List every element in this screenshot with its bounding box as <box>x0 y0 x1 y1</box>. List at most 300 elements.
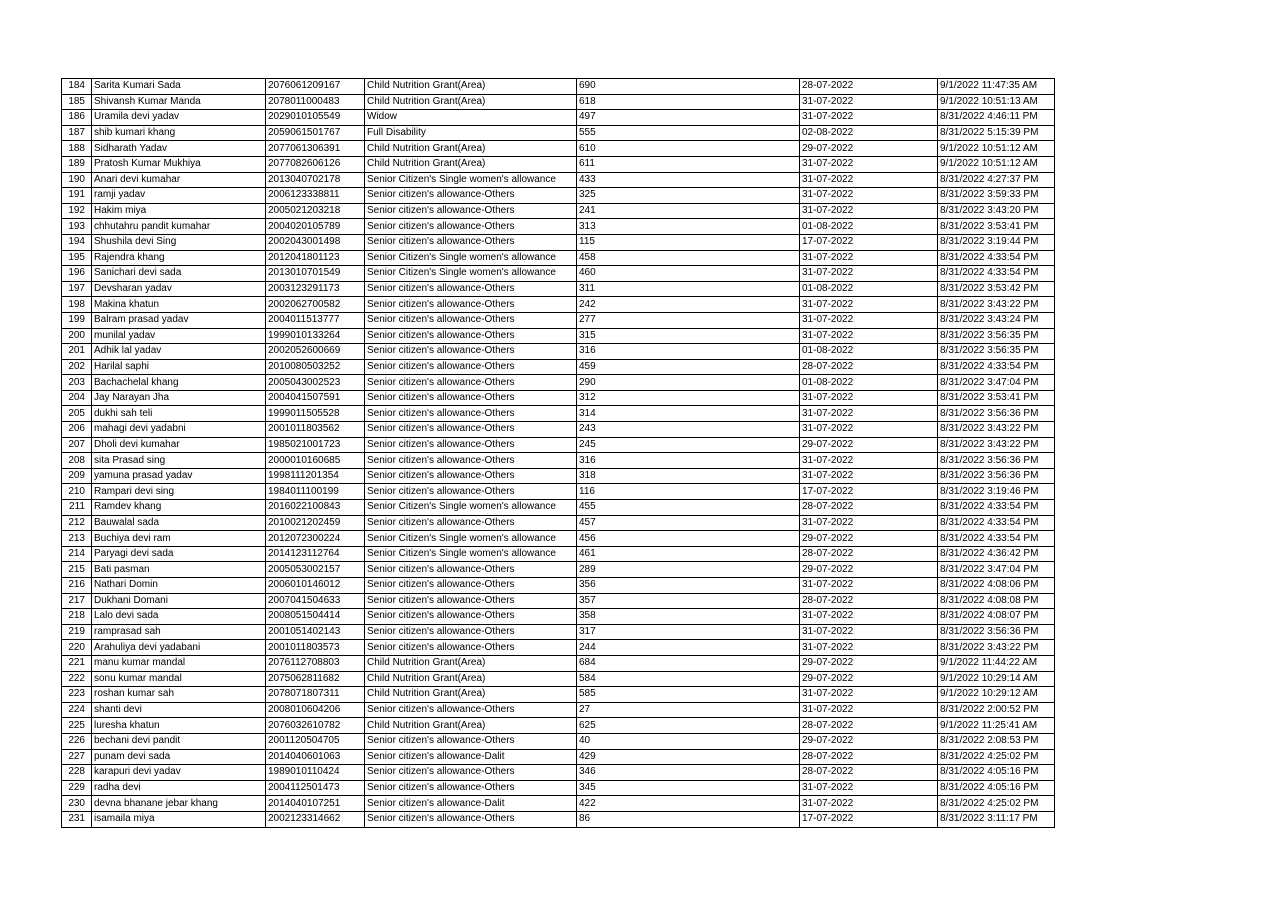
name-cell: Jay Narayan Jha <box>92 390 266 406</box>
name-cell: ramji yadav <box>92 188 266 204</box>
date-cell: 31-07-2022 <box>800 702 938 718</box>
allowance-type-cell: Senior citizen's allowance-Others <box>365 640 577 656</box>
date-cell: 02-08-2022 <box>800 125 938 141</box>
allowance-type-cell: Child Nutrition Grant(Area) <box>365 687 577 703</box>
date-cell: 31-07-2022 <box>800 515 938 531</box>
id-number-cell: 2008051504414 <box>266 609 365 625</box>
timestamp-cell: 9/1/2022 11:44:22 AM <box>938 655 1055 671</box>
allowance-type-cell: Senior citizen's allowance-Others <box>365 203 577 219</box>
timestamp-cell: 9/1/2022 10:51:13 AM <box>938 94 1055 110</box>
table-row <box>62 780 1055 796</box>
serial-number-cell: 202 <box>62 359 92 375</box>
table-row <box>62 468 1055 484</box>
id-number-cell: 2001051402143 <box>266 624 365 640</box>
name-cell: radha devi <box>92 780 266 796</box>
code-cell: 243 <box>577 422 800 438</box>
table-row <box>62 125 1055 141</box>
date-cell: 31-07-2022 <box>800 406 938 422</box>
id-number-cell: 2005021203218 <box>266 203 365 219</box>
code-cell: 313 <box>577 219 800 235</box>
table-row <box>62 578 1055 594</box>
id-number-cell: 1985021001723 <box>266 437 365 453</box>
allowance-type-cell: Senior citizen's allowance-Others <box>365 390 577 406</box>
table-row <box>62 94 1055 110</box>
id-number-cell: 1998111201354 <box>266 468 365 484</box>
serial-number-cell: 212 <box>62 515 92 531</box>
table-row <box>62 156 1055 172</box>
name-cell: Sidharath Yadav <box>92 141 266 157</box>
id-number-cell: 2010080503252 <box>266 359 365 375</box>
name-cell: shanti devi <box>92 702 266 718</box>
timestamp-cell: 8/31/2022 3:43:20 PM <box>938 203 1055 219</box>
id-number-cell: 2005053002157 <box>266 562 365 578</box>
allowance-type-cell: Child Nutrition Grant(Area) <box>365 655 577 671</box>
timestamp-cell: 8/31/2022 3:56:36 PM <box>938 624 1055 640</box>
serial-number-cell: 194 <box>62 234 92 250</box>
id-number-cell: 2004011513777 <box>266 312 365 328</box>
code-cell: 456 <box>577 531 800 547</box>
timestamp-cell: 9/1/2022 11:25:41 AM <box>938 718 1055 734</box>
name-cell: Sarita Kumari Sada <box>92 79 266 95</box>
allowance-type-cell: Senior Citizen's Single women's allowance <box>365 172 577 188</box>
id-number-cell: 2005043002523 <box>266 375 365 391</box>
id-number-cell: 2003123291173 <box>266 281 365 297</box>
table-row <box>62 297 1055 313</box>
serial-number-cell: 199 <box>62 312 92 328</box>
serial-number-cell: 224 <box>62 702 92 718</box>
name-cell: Devsharan yadav <box>92 281 266 297</box>
date-cell: 28-07-2022 <box>800 546 938 562</box>
timestamp-cell: 8/31/2022 3:56:36 PM <box>938 468 1055 484</box>
id-number-cell: 2016022100843 <box>266 500 365 516</box>
date-cell: 31-07-2022 <box>800 94 938 110</box>
allowance-type-cell: Senior citizen's allowance-Others <box>365 281 577 297</box>
table-row <box>62 484 1055 500</box>
code-cell: 244 <box>577 640 800 656</box>
name-cell: Hakim miya <box>92 203 266 219</box>
id-number-cell: 2077061306391 <box>266 141 365 157</box>
serial-number-cell: 191 <box>62 188 92 204</box>
table-row <box>62 531 1055 547</box>
id-number-cell: 2029010105549 <box>266 110 365 126</box>
serial-number-cell: 223 <box>62 687 92 703</box>
code-cell: 585 <box>577 687 800 703</box>
id-number-cell: 2002052600669 <box>266 344 365 360</box>
id-number-cell: 2013010701549 <box>266 266 365 282</box>
name-cell: devna bhanane jebar khang <box>92 796 266 812</box>
allowance-type-cell: Senior citizen's allowance-Others <box>365 297 577 313</box>
date-cell: 31-07-2022 <box>800 468 938 484</box>
date-cell: 31-07-2022 <box>800 172 938 188</box>
date-cell: 28-07-2022 <box>800 500 938 516</box>
id-number-cell: 2076032610782 <box>266 718 365 734</box>
code-cell: 460 <box>577 266 800 282</box>
table-row <box>62 500 1055 516</box>
table-row <box>62 453 1055 469</box>
serial-number-cell: 203 <box>62 375 92 391</box>
date-cell: 31-07-2022 <box>800 780 938 796</box>
table-row <box>62 203 1055 219</box>
date-cell: 31-07-2022 <box>800 110 938 126</box>
date-cell: 31-07-2022 <box>800 796 938 812</box>
name-cell: mahagi devi yadabni <box>92 422 266 438</box>
date-cell: 01-08-2022 <box>800 281 938 297</box>
table-row <box>62 546 1055 562</box>
date-cell: 31-07-2022 <box>800 687 938 703</box>
name-cell: Dukhani Domani <box>92 593 266 609</box>
allowance-type-cell: Senior citizen's allowance-Others <box>365 484 577 500</box>
table-row <box>62 733 1055 749</box>
serial-number-cell: 187 <box>62 125 92 141</box>
name-cell: Buchiya devi ram <box>92 531 266 547</box>
timestamp-cell: 8/31/2022 4:27:37 PM <box>938 172 1055 188</box>
table-row <box>62 390 1055 406</box>
table-row <box>62 234 1055 250</box>
code-cell: 312 <box>577 390 800 406</box>
timestamp-cell: 8/31/2022 3:43:24 PM <box>938 312 1055 328</box>
code-cell: 290 <box>577 375 800 391</box>
serial-number-cell: 204 <box>62 390 92 406</box>
date-cell: 31-07-2022 <box>800 640 938 656</box>
name-cell: karapuri devi yadav <box>92 765 266 781</box>
timestamp-cell: 8/31/2022 2:00:52 PM <box>938 702 1055 718</box>
timestamp-cell: 8/31/2022 4:05:16 PM <box>938 765 1055 781</box>
code-cell: 315 <box>577 328 800 344</box>
name-cell: dukhi sah teli <box>92 406 266 422</box>
allowance-type-cell: Senior citizen's allowance-Others <box>365 702 577 718</box>
timestamp-cell: 9/1/2022 10:51:12 AM <box>938 156 1055 172</box>
id-number-cell: 2006123338811 <box>266 188 365 204</box>
serial-number-cell: 197 <box>62 281 92 297</box>
code-cell: 357 <box>577 593 800 609</box>
table-row <box>62 359 1055 375</box>
name-cell: Pratosh Kumar Mukhiya <box>92 156 266 172</box>
date-cell: 29-07-2022 <box>800 531 938 547</box>
timestamp-cell: 8/31/2022 4:25:02 PM <box>938 749 1055 765</box>
serial-number-cell: 193 <box>62 219 92 235</box>
table-row <box>62 593 1055 609</box>
table-body <box>62 79 1055 828</box>
name-cell: Bati pasman <box>92 562 266 578</box>
id-number-cell: 2014123112764 <box>266 546 365 562</box>
allowance-type-cell: Senior citizen's allowance-Others <box>365 515 577 531</box>
date-cell: 31-07-2022 <box>800 328 938 344</box>
name-cell: munilal yadav <box>92 328 266 344</box>
name-cell: Sanichari devi sada <box>92 266 266 282</box>
serial-number-cell: 184 <box>62 79 92 95</box>
serial-number-cell: 186 <box>62 110 92 126</box>
table-row <box>62 811 1055 827</box>
serial-number-cell: 228 <box>62 765 92 781</box>
date-cell: 31-07-2022 <box>800 250 938 266</box>
timestamp-cell: 8/31/2022 4:46:11 PM <box>938 110 1055 126</box>
date-cell: 31-07-2022 <box>800 312 938 328</box>
id-number-cell: 2000010160685 <box>266 453 365 469</box>
code-cell: 317 <box>577 624 800 640</box>
code-cell: 611 <box>577 156 800 172</box>
timestamp-cell: 8/31/2022 3:56:35 PM <box>938 328 1055 344</box>
table-row <box>62 655 1055 671</box>
allowance-type-cell: Senior citizen's allowance-Dalit <box>365 796 577 812</box>
table-row <box>62 172 1055 188</box>
serial-number-cell: 207 <box>62 437 92 453</box>
serial-number-cell: 229 <box>62 780 92 796</box>
allowance-type-cell: Senior citizen's allowance-Others <box>365 578 577 594</box>
serial-number-cell: 210 <box>62 484 92 500</box>
allowance-type-cell: Senior citizen's allowance-Others <box>365 733 577 749</box>
serial-number-cell: 217 <box>62 593 92 609</box>
allowance-type-cell: Senior citizen's allowance-Others <box>365 406 577 422</box>
code-cell: 316 <box>577 344 800 360</box>
allowance-type-cell: Senior Citizen's Single women's allowance <box>365 546 577 562</box>
serial-number-cell: 221 <box>62 655 92 671</box>
date-cell: 01-08-2022 <box>800 375 938 391</box>
name-cell: Arahuliya devi yadabani <box>92 640 266 656</box>
date-cell: 28-07-2022 <box>800 359 938 375</box>
date-cell: 29-07-2022 <box>800 671 938 687</box>
date-cell: 29-07-2022 <box>800 562 938 578</box>
allowance-type-cell: Senior citizen's allowance-Others <box>365 375 577 391</box>
timestamp-cell: 8/31/2022 3:56:35 PM <box>938 344 1055 360</box>
serial-number-cell: 226 <box>62 733 92 749</box>
code-cell: 433 <box>577 172 800 188</box>
timestamp-cell: 9/1/2022 11:47:35 AM <box>938 79 1055 95</box>
date-cell: 28-07-2022 <box>800 749 938 765</box>
name-cell: Harilal saphi <box>92 359 266 375</box>
table-row <box>62 437 1055 453</box>
id-number-cell: 2014040601063 <box>266 749 365 765</box>
serial-number-cell: 216 <box>62 578 92 594</box>
allowance-type-cell: Child Nutrition Grant(Area) <box>365 156 577 172</box>
name-cell: Paryagi devi sada <box>92 546 266 562</box>
timestamp-cell: 8/31/2022 3:43:22 PM <box>938 437 1055 453</box>
date-cell: 31-07-2022 <box>800 624 938 640</box>
serial-number-cell: 198 <box>62 297 92 313</box>
name-cell: Dholi devi kumahar <box>92 437 266 453</box>
timestamp-cell: 8/31/2022 4:33:54 PM <box>938 531 1055 547</box>
name-cell: Ramdev khang <box>92 500 266 516</box>
table-row <box>62 219 1055 235</box>
timestamp-cell: 8/31/2022 3:43:22 PM <box>938 422 1055 438</box>
allowance-type-cell: Senior citizen's allowance-Others <box>365 312 577 328</box>
table-row <box>62 79 1055 95</box>
allowance-type-cell: Senior Citizen's Single women's allowance <box>365 531 577 547</box>
code-cell: 457 <box>577 515 800 531</box>
timestamp-cell: 8/31/2022 4:05:16 PM <box>938 780 1055 796</box>
allowance-type-cell: Senior citizen's allowance-Others <box>365 344 577 360</box>
table-row <box>62 562 1055 578</box>
id-number-cell: 2078011000483 <box>266 94 365 110</box>
table-row <box>62 609 1055 625</box>
id-number-cell: 2002123314662 <box>266 811 365 827</box>
date-cell: 31-07-2022 <box>800 188 938 204</box>
table-row <box>62 375 1055 391</box>
code-cell: 455 <box>577 500 800 516</box>
serial-number-cell: 195 <box>62 250 92 266</box>
serial-number-cell: 208 <box>62 453 92 469</box>
date-cell: 31-07-2022 <box>800 390 938 406</box>
code-cell: 345 <box>577 780 800 796</box>
allowance-type-cell: Child Nutrition Grant(Area) <box>365 671 577 687</box>
date-cell: 29-07-2022 <box>800 733 938 749</box>
date-cell: 31-07-2022 <box>800 156 938 172</box>
serial-number-cell: 227 <box>62 749 92 765</box>
allowance-type-cell: Senior Citizen's Single women's allowance <box>365 250 577 266</box>
allowance-type-cell: Senior citizen's allowance-Others <box>365 562 577 578</box>
code-cell: 555 <box>577 125 800 141</box>
table-row <box>62 624 1055 640</box>
table-row <box>62 266 1055 282</box>
serial-number-cell: 220 <box>62 640 92 656</box>
id-number-cell: 2004112501473 <box>266 780 365 796</box>
serial-number-cell: 192 <box>62 203 92 219</box>
date-cell: 31-07-2022 <box>800 609 938 625</box>
name-cell: punam devi sada <box>92 749 266 765</box>
timestamp-cell: 8/31/2022 4:33:54 PM <box>938 359 1055 375</box>
timestamp-cell: 8/31/2022 4:08:07 PM <box>938 609 1055 625</box>
date-cell: 31-07-2022 <box>800 266 938 282</box>
table-row <box>62 765 1055 781</box>
timestamp-cell: 9/1/2022 10:29:12 AM <box>938 687 1055 703</box>
timestamp-cell: 8/31/2022 3:56:36 PM <box>938 453 1055 469</box>
name-cell: luresha khatun <box>92 718 266 734</box>
id-number-cell: 2010021202459 <box>266 515 365 531</box>
name-cell: sita Prasad sing <box>92 453 266 469</box>
allowance-type-cell: Senior citizen's allowance-Others <box>365 468 577 484</box>
name-cell: Rampari devi sing <box>92 484 266 500</box>
name-cell: Shushila devi Sing <box>92 234 266 250</box>
table-row <box>62 422 1055 438</box>
name-cell: Rajendra khang <box>92 250 266 266</box>
code-cell: 625 <box>577 718 800 734</box>
id-number-cell: 2004041507591 <box>266 390 365 406</box>
code-cell: 316 <box>577 453 800 469</box>
name-cell: Makina khatun <box>92 297 266 313</box>
allowance-type-cell: Senior citizen's allowance-Others <box>365 811 577 827</box>
code-cell: 318 <box>577 468 800 484</box>
id-number-cell: 2001011803562 <box>266 422 365 438</box>
name-cell: ramprasad sah <box>92 624 266 640</box>
id-number-cell: 2006010146012 <box>266 578 365 594</box>
table-row <box>62 796 1055 812</box>
timestamp-cell: 8/31/2022 3:19:46 PM <box>938 484 1055 500</box>
serial-number-cell: 222 <box>62 671 92 687</box>
name-cell: manu kumar mandal <box>92 655 266 671</box>
id-number-cell: 2001120504705 <box>266 733 365 749</box>
table-row <box>62 188 1055 204</box>
name-cell: Balram prasad yadav <box>92 312 266 328</box>
serial-number-cell: 201 <box>62 344 92 360</box>
timestamp-cell: 8/31/2022 3:56:36 PM <box>938 406 1055 422</box>
code-cell: 422 <box>577 796 800 812</box>
timestamp-cell: 8/31/2022 4:33:54 PM <box>938 515 1055 531</box>
timestamp-cell: 8/31/2022 4:36:42 PM <box>938 546 1055 562</box>
serial-number-cell: 206 <box>62 422 92 438</box>
beneficiary-table <box>61 78 1055 828</box>
date-cell: 31-07-2022 <box>800 203 938 219</box>
id-number-cell: 2007041504633 <box>266 593 365 609</box>
allowance-type-cell: Senior citizen's allowance-Others <box>365 453 577 469</box>
name-cell: sonu kumar mandal <box>92 671 266 687</box>
name-cell: Uramila devi yadav <box>92 110 266 126</box>
serial-number-cell: 219 <box>62 624 92 640</box>
code-cell: 311 <box>577 281 800 297</box>
timestamp-cell: 8/31/2022 4:08:06 PM <box>938 578 1055 594</box>
code-cell: 289 <box>577 562 800 578</box>
serial-number-cell: 215 <box>62 562 92 578</box>
name-cell: shib kumari khang <box>92 125 266 141</box>
name-cell: Bauwalal sada <box>92 515 266 531</box>
date-cell: 28-07-2022 <box>800 718 938 734</box>
id-number-cell: 2002062700582 <box>266 297 365 313</box>
date-cell: 31-07-2022 <box>800 422 938 438</box>
id-number-cell: 2004020105789 <box>266 219 365 235</box>
code-cell: 86 <box>577 811 800 827</box>
name-cell: yamuna prasad yadav <box>92 468 266 484</box>
allowance-type-cell: Senior citizen's allowance-Others <box>365 624 577 640</box>
name-cell: Adhik lal yadav <box>92 344 266 360</box>
date-cell: 28-07-2022 <box>800 593 938 609</box>
code-cell: 690 <box>577 79 800 95</box>
serial-number-cell: 218 <box>62 609 92 625</box>
serial-number-cell: 213 <box>62 531 92 547</box>
allowance-type-cell: Full Disability <box>365 125 577 141</box>
serial-number-cell: 185 <box>62 94 92 110</box>
code-cell: 429 <box>577 749 800 765</box>
allowance-type-cell: Senior Citizen's Single women's allowance <box>365 500 577 516</box>
table-row <box>62 312 1055 328</box>
date-cell: 17-07-2022 <box>800 234 938 250</box>
id-number-cell: 1999011505528 <box>266 406 365 422</box>
allowance-type-cell: Senior citizen's allowance-Others <box>365 765 577 781</box>
date-cell: 17-07-2022 <box>800 484 938 500</box>
date-cell: 28-07-2022 <box>800 79 938 95</box>
table-row <box>62 702 1055 718</box>
code-cell: 584 <box>577 671 800 687</box>
date-cell: 29-07-2022 <box>800 437 938 453</box>
code-cell: 242 <box>577 297 800 313</box>
serial-number-cell: 231 <box>62 811 92 827</box>
table-row <box>62 671 1055 687</box>
code-cell: 618 <box>577 94 800 110</box>
allowance-type-cell: Senior citizen's allowance-Others <box>365 188 577 204</box>
name-cell: Lalo devi sada <box>92 609 266 625</box>
id-number-cell: 2008010604206 <box>266 702 365 718</box>
code-cell: 346 <box>577 765 800 781</box>
table-row <box>62 110 1055 126</box>
serial-number-cell: 209 <box>62 468 92 484</box>
timestamp-cell: 9/1/2022 10:51:12 AM <box>938 141 1055 157</box>
name-cell: Bachachelal khang <box>92 375 266 391</box>
timestamp-cell: 8/31/2022 3:47:04 PM <box>938 562 1055 578</box>
name-cell: Nathari Domin <box>92 578 266 594</box>
table-row <box>62 141 1055 157</box>
timestamp-cell: 8/31/2022 4:25:02 PM <box>938 796 1055 812</box>
timestamp-cell: 8/31/2022 3:53:41 PM <box>938 390 1055 406</box>
timestamp-cell: 8/31/2022 2:08:53 PM <box>938 733 1055 749</box>
id-number-cell: 1999010133264 <box>266 328 365 344</box>
id-number-cell: 2059061501767 <box>266 125 365 141</box>
code-cell: 497 <box>577 110 800 126</box>
id-number-cell: 1989010110424 <box>266 765 365 781</box>
serial-number-cell: 214 <box>62 546 92 562</box>
id-number-cell: 2014040107251 <box>266 796 365 812</box>
allowance-type-cell: Senior citizen's allowance-Others <box>365 219 577 235</box>
timestamp-cell: 8/31/2022 3:43:22 PM <box>938 297 1055 313</box>
table-row <box>62 640 1055 656</box>
code-cell: 459 <box>577 359 800 375</box>
table-row <box>62 344 1055 360</box>
